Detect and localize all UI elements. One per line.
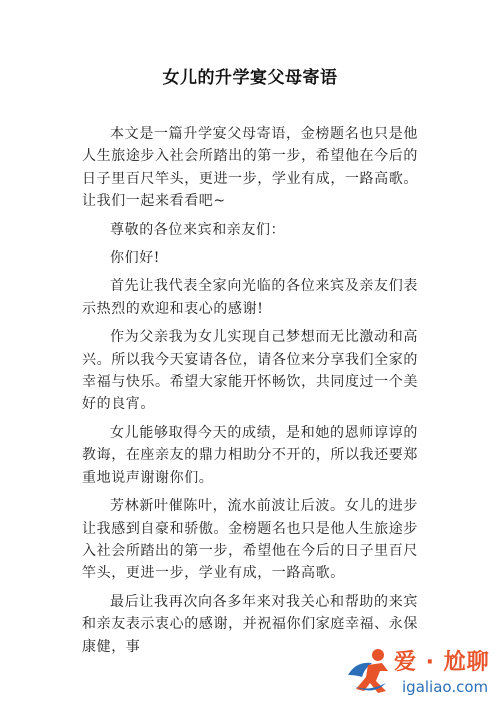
paragraph-pride: 芳林新叶催陈叶，流水前波让后波。女儿的进步让我感到自豪和骄傲。金榜题名也只是他人生旅途步入社会所踏出的第一步，希望他在今后的日子里百尺竿头，更进一步，学业有成，一路高歌。 xyxy=(82,498,418,582)
running-figure-icon xyxy=(342,641,398,697)
paragraph-welcome: 首先让我代表全家向光临的各位来宾及亲友们表示热烈的欢迎和衷心的感谢! xyxy=(82,278,418,317)
paragraph-thanks-teachers: 女儿能够取得今天的成绩，是和她的恩师谆谆的教诲，在座亲友的鼎力相助分不开的，所以我还要郑重地说声谢谢你们。 xyxy=(82,424,418,486)
document-body xyxy=(82,123,418,664)
paragraph-salutation: 尊敬的各位来宾和亲友们： xyxy=(110,221,286,238)
document-title: 女儿的升学宴父母寄语 xyxy=(162,68,338,88)
paragraph-greeting: 你们好! xyxy=(110,250,161,267)
watermark-brand: 爱 · 尬聊 xyxy=(394,650,490,675)
watermark-url: igaliao.com xyxy=(402,678,489,696)
paragraph-intro: 本文是一篇升学宴父母寄语，金榜题名也只是他人生旅途步入社会所踏出的第一步，希望他在今后的日子里百尺竿头，更进一步，学业有成，一路高歌。让我们一起来看看吧~ xyxy=(82,126,418,210)
paragraph-father: 作为父亲我为女儿实现自己梦想而无比激动和高兴。所以我今天宴请各位，请各位来分享我们全家的幸福与快乐。希望大家能开怀畅饮，共同度过一个美好的良宵。 xyxy=(82,329,418,413)
paragraph-closing: 最后让我再次向各多年来对我关心和帮助的来宾和亲友表示衷心的感谢，并祝福你们家庭幸福、永保康健，事 xyxy=(82,593,418,655)
site-watermark xyxy=(338,637,500,708)
